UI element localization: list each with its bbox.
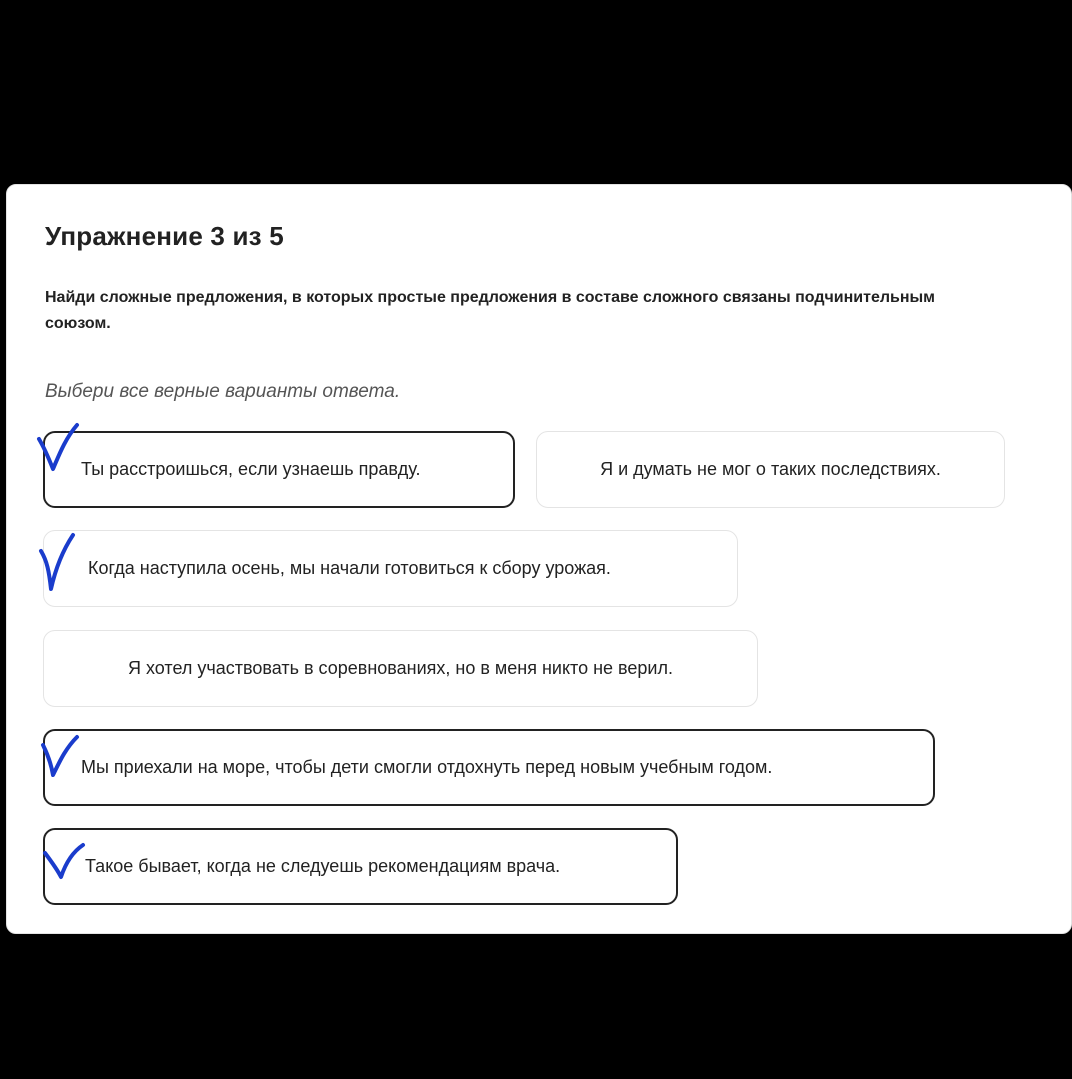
answer-option-label: Когда наступила осень, мы начали готовиться к сбору урожая. xyxy=(88,558,611,578)
exercise-title: Упражнение 3 из 5 xyxy=(45,221,284,251)
handwritten-check-icon xyxy=(41,837,91,887)
answer-option-label: Такое бывает, когда не следуешь рекомендациям врача. xyxy=(85,856,561,876)
answer-hint: Выбери все верные варианты ответа. xyxy=(45,381,401,402)
answer-option-6[interactable] xyxy=(43,828,678,905)
answer-option-4[interactable] xyxy=(43,630,758,707)
handwritten-check-icon xyxy=(33,531,83,601)
answer-option-5[interactable] xyxy=(43,729,935,806)
handwritten-check-icon xyxy=(37,733,87,783)
question-text: Найди сложные предложения, в которых простые предложения в составе сложного связаны подчинительным союзом. xyxy=(45,289,936,332)
answer-option-label: Мы приехали на море, чтобы дети смогли отдохнуть перед новым учебным годом. xyxy=(81,757,773,777)
answer-option-3[interactable] xyxy=(43,530,738,607)
answer-option-1[interactable] xyxy=(43,431,515,508)
answer-option-label: Ты расстроишься, если узнаешь правду. xyxy=(81,459,421,479)
exercise-card xyxy=(6,184,1072,934)
answer-option-2[interactable] xyxy=(536,431,1005,508)
handwritten-check-icon xyxy=(33,421,83,481)
answer-option-label: Я хотел участвовать в соревнованиях, но в меня никто не верил. xyxy=(127,658,673,678)
answer-option-label: Я и думать не мог о таких последствиях. xyxy=(600,459,941,479)
